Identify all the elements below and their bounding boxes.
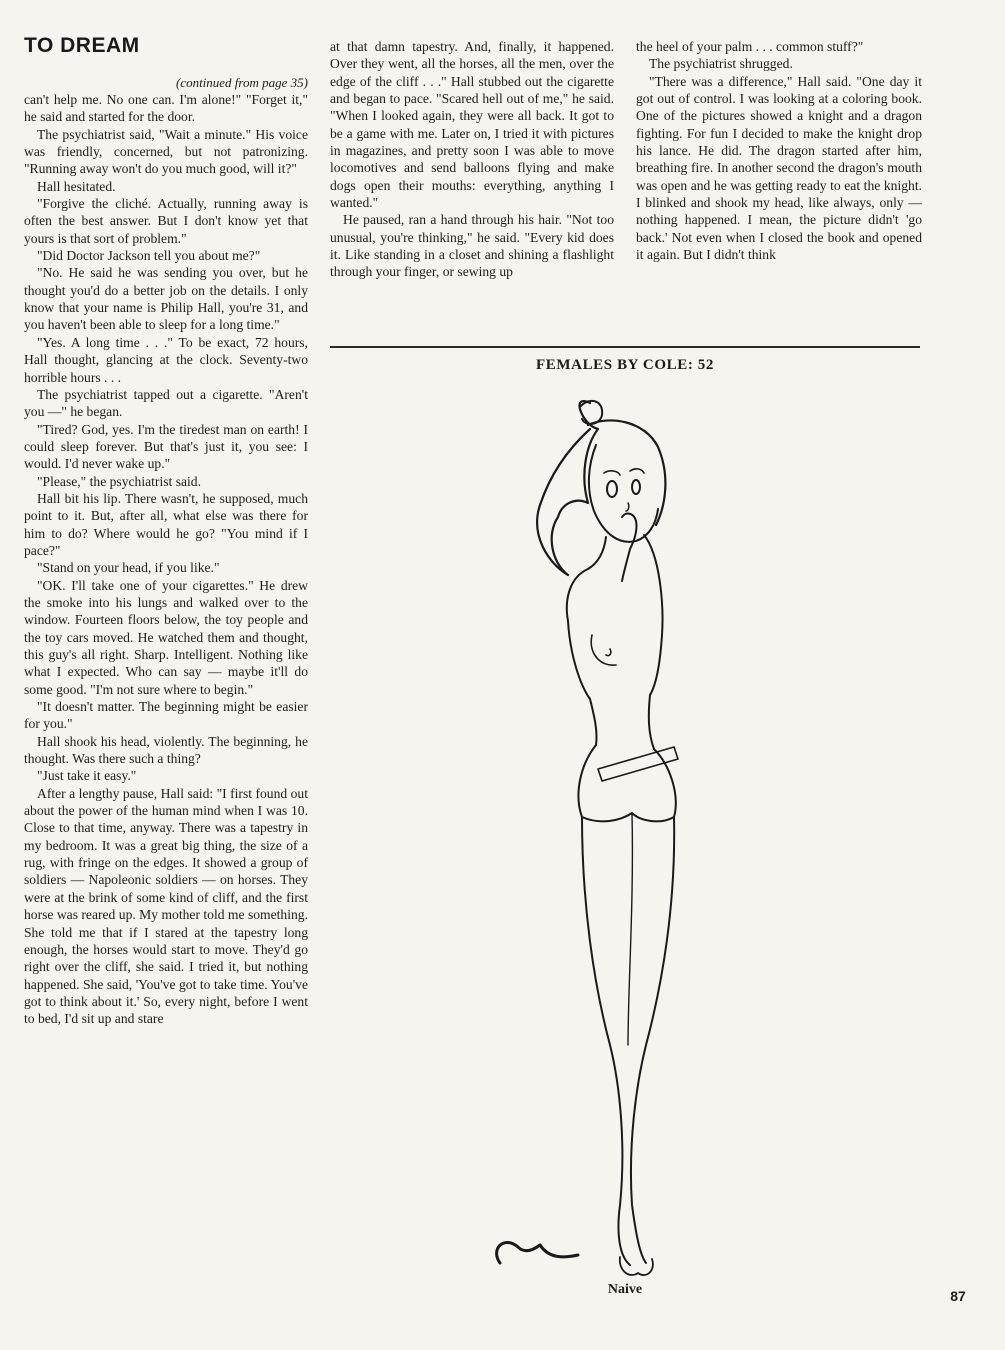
eye-left	[607, 481, 617, 497]
paragraph: He paused, ran a hand through his hair. "Not too unusual, you're thinking," he said. "Every kid does it. Like standing in a closet and shining a flashlight through your finger, or sewing up	[330, 212, 614, 280]
paragraph: The psychiatrist said, "Wait a minute." His voice was friendly, concerned, but not patronizing. "Running away won't do you much good, will it?"	[24, 126, 308, 177]
text-column-2	[330, 38, 614, 340]
text-column-1	[24, 91, 308, 1306]
paragraph: The psychiatrist tapped out a cigarette. "Aren't you —" he began.	[24, 386, 308, 420]
page-number: 87	[950, 1288, 966, 1304]
paragraph: "Please," the psychiatrist said.	[37, 473, 201, 489]
paragraph: "Stand on your head, if you like."	[37, 560, 220, 576]
paragraph: "OK. I'll take one of your cigarettes." He drew the smoke into his lungs and walked over to the window. Fourteen floors below, the toy people and the toy cars moved. He watched them and thought, this guy's all right. Sharp. Intelligent. Nothing like what I expected. Who can say — maybe it'll do some good. "I'm not sure where to begin."	[24, 577, 308, 697]
continued-note: (continued from page 35)	[175, 75, 308, 90]
paragraph: the heel of your palm . . . common stuff?"	[636, 39, 864, 54]
feature-title: FEMALES BY COLE: 52	[536, 357, 714, 373]
cartoon-illustration	[470, 385, 770, 1285]
paragraph: Hall bit his lip. There wasn't, he supposed, much point to it. But, after all, what else was there for him to do? Where would he go? "You mind if I pace?"	[24, 490, 308, 558]
neck	[588, 537, 606, 569]
paragraph: "Yes. A long time . . ." To be exact, 72 hours, Hall thought, glancing at the clock. Seventy-two horrible hours . . .	[24, 334, 308, 385]
waist-left	[590, 699, 597, 745]
paragraph: "Tired? God, yes. I'm the tiredest man on earth! I could sleep forever. But that's just it, you see: I would. I'd never wake up."	[24, 421, 308, 472]
paragraph: After a lengthy pause, Hall said: "I first found out about the power of the human mind when I was 10. Close to that time, anyway. There was a tapestry in my bedroom. It was a great big thing, the size of a rug, with fringe on the edges. It showed a group of soldiers — Napoleonic soldiers — on horses. They were at the brink of some kind of cliff, and the first horse was reared up. My mother told me something. She told me that if I stared at the tapestry long enough, the horses would start to move. They'd go right over the cliff, she said. I tried it, but nothing happened. She said, 'You've got to take time. You've got to think about it.' So, every night, before I went to bed, I'd sit up and stare	[24, 785, 308, 1027]
inner-legs	[628, 813, 632, 1045]
story-title: TO DREAM	[24, 34, 140, 57]
eye-right	[632, 480, 640, 494]
paragraph: "There was a difference," Hall said. "One day it got out of control. I was looking at a coloring book. One of the pictures showed a knight and a dragon fighting. For fun I decided to make the knight drop his lance. He did. The dragon started after him, breathing fire. In another second the dragon's mouth was open and he was getting ready to eat the knight. I blinked and shook my head, like always, only — nothing happened. I mean, the picture didn't 'go back.' Not even when I closed the book and opened it again. But I didn't think	[636, 73, 922, 263]
arm-left	[568, 621, 590, 699]
leg-left	[582, 817, 630, 1265]
leg-right	[631, 817, 674, 1263]
section-divider	[330, 346, 920, 348]
paragraph: "Just take it easy."	[37, 768, 137, 784]
hand	[622, 514, 637, 581]
waist-right	[649, 695, 654, 749]
paragraph: "No. He said he was sending you over, but he thought you'd do a better job on the details. I only know that your name is Philip Hall, you're 31, and you haven't been able to sleep for a long time."	[24, 265, 308, 333]
paragraph: "Forgive the cliché. Actually, running away is often the best answer. But I don't know yet that yours is that sort of problem."	[24, 196, 308, 246]
face-outline	[589, 445, 658, 542]
paragraph: "Did Doctor Jackson tell you about me?"	[37, 248, 261, 264]
paragraph: The psychiatrist shrugged.	[649, 56, 793, 72]
shorts	[578, 745, 675, 821]
eyebrows	[604, 469, 644, 475]
hair-curl	[588, 420, 665, 525]
hair-bun	[580, 401, 602, 424]
bust	[591, 635, 616, 665]
paragraph: can't help me. No one can. I'm alone!" "Forget it," he said and started for the door.	[24, 92, 308, 125]
paragraph: at that damn tapestry. And, finally, it happened. Over they went, all the horses, all the men, over the edge of the cliff . . ." Hall stubbed out the cigarette and began to pace. "Scared hell out of me," he said. "When I looked again, they were all back. It got to be a game with me. Later on, I tried it with pictures in magazines, and pretty soon I was able to move locomotives and send balloons flying and make dogs open their mouths: everything, anything I wanted."	[330, 39, 614, 211]
paragraph: Hall shook his head, violently. The beginning, he thought. Was there such a thing?	[24, 733, 308, 767]
signature-mark	[497, 1242, 578, 1263]
arm-right	[644, 535, 662, 695]
illustration-caption: Naive	[607, 1282, 643, 1297]
paragraph: Hall hesitated.	[37, 178, 116, 194]
nose	[626, 503, 629, 511]
text-column-3	[636, 38, 922, 340]
paragraph: "It doesn't matter. The beginning might be easier for you."	[24, 699, 308, 732]
shoulder-left	[567, 569, 588, 621]
